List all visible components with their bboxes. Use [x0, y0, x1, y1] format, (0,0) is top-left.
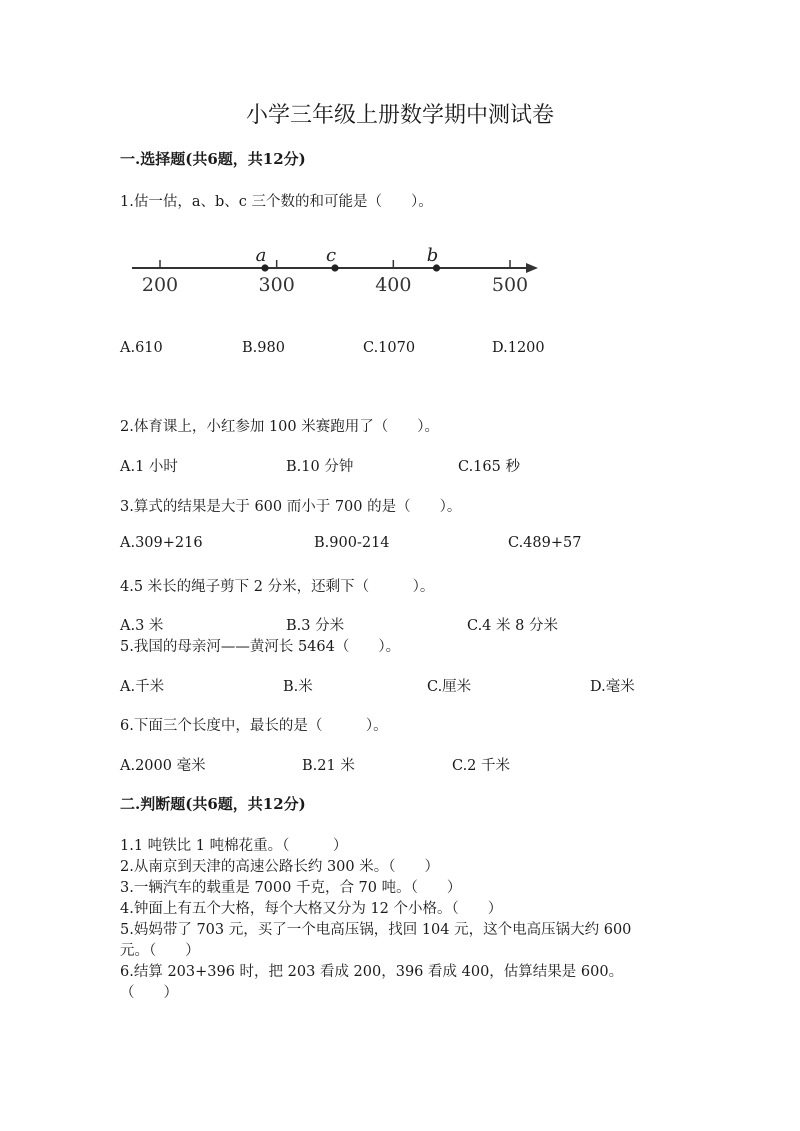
question-2: 2.体育课上，小红参加 100 米赛跑用了（ ）。	[120, 419, 439, 435]
q5-option-d[interactable]: D.毫米	[590, 679, 635, 695]
judgement-item: 4.钟面上有五个大格，每个大格又分为 12 个小格。（ ）	[120, 901, 503, 917]
q6-option-c[interactable]: C.2 千米	[452, 758, 511, 774]
number-line-point-label: a	[255, 245, 267, 266]
judgement-item-continued: 元。（ ）	[120, 943, 200, 959]
section-heading-judgement: 二.判断题(共6题，共12分)	[120, 795, 306, 813]
question-6: 6.下面三个长度中，最长的是（ ）。	[120, 718, 388, 734]
q2-option-b[interactable]: B.10 分钟	[286, 459, 354, 475]
q1-option-d[interactable]: D.1200	[492, 340, 545, 356]
number-line-tick-label: 300	[258, 274, 295, 296]
judgement-item: 3.一辆汽车的载重是 7000 千克，合 70 吨。（ ）	[120, 880, 462, 896]
q2-option-c[interactable]: C.165 秒	[458, 459, 520, 475]
number-line-figure	[120, 240, 550, 305]
q3-option-b[interactable]: B.900-214	[314, 535, 390, 551]
q3-option-c[interactable]: C.489+57	[508, 535, 582, 551]
section-heading-choice: 一.选择题(共6题，共12分)	[120, 150, 306, 168]
question-3: 3.算式的结果是大于 600 而小于 700 的是（ ）。	[120, 499, 462, 515]
q5-option-b[interactable]: B.米	[283, 679, 313, 695]
page-title: 小学三年级上册数学期中测试卷	[245, 103, 554, 128]
q6-option-a[interactable]: A.2000 毫米	[120, 758, 206, 774]
number-line-arrow	[526, 263, 538, 273]
judgement-item: 5.妈妈带了 703 元，买了一个电高压锅，找回 104 元，这个电高压锅大约 600	[120, 922, 632, 938]
q6-option-b[interactable]: B.21 米	[302, 758, 355, 774]
judgement-item: 6.结算 203+396 时，把 203 看成 200，396 看成 400，估算结果是 600。	[120, 964, 624, 980]
q4-option-c[interactable]: C.4 米 8 分米	[467, 618, 558, 634]
q1-option-b[interactable]: B.980	[242, 340, 285, 356]
number-line-tick-label: 200	[141, 274, 179, 296]
number-line-tick-label: 400	[375, 274, 412, 296]
q1-option-a[interactable]: A.610	[120, 340, 163, 356]
q3-option-a[interactable]: A.309+216	[120, 535, 203, 551]
q4-option-a[interactable]: A.3 米	[120, 618, 164, 634]
q5-option-c[interactable]: C.厘米	[427, 679, 472, 695]
judgement-item: 2.从南京到天津的高速公路长约 300 米。（ ）	[120, 859, 439, 875]
judgement-item: 1.1 吨铁比 1 吨棉花重。（ ）	[120, 838, 348, 854]
q2-option-a[interactable]: A.1 小时	[120, 459, 178, 475]
question-1: 1.估一估，a、b、c 三个数的和可能是（ ）。	[120, 194, 433, 210]
question-5: 5.我国的母亲河——黄河长 5464（ ）。	[120, 639, 401, 655]
question-4: 4.5 米长的绳子剪下 2 分米，还剩下（ ）。	[120, 579, 435, 595]
number-line-point-label: b	[426, 245, 439, 266]
q5-option-a[interactable]: A.千米	[120, 679, 165, 695]
q4-option-b[interactable]: B.3 分米	[286, 618, 345, 634]
q1-option-c[interactable]: C.1070	[363, 340, 416, 356]
number-line-point-label: c	[325, 245, 337, 266]
judgement-item-continued: （ ）	[120, 985, 178, 1001]
number-line-tick-label: 500	[491, 274, 529, 296]
